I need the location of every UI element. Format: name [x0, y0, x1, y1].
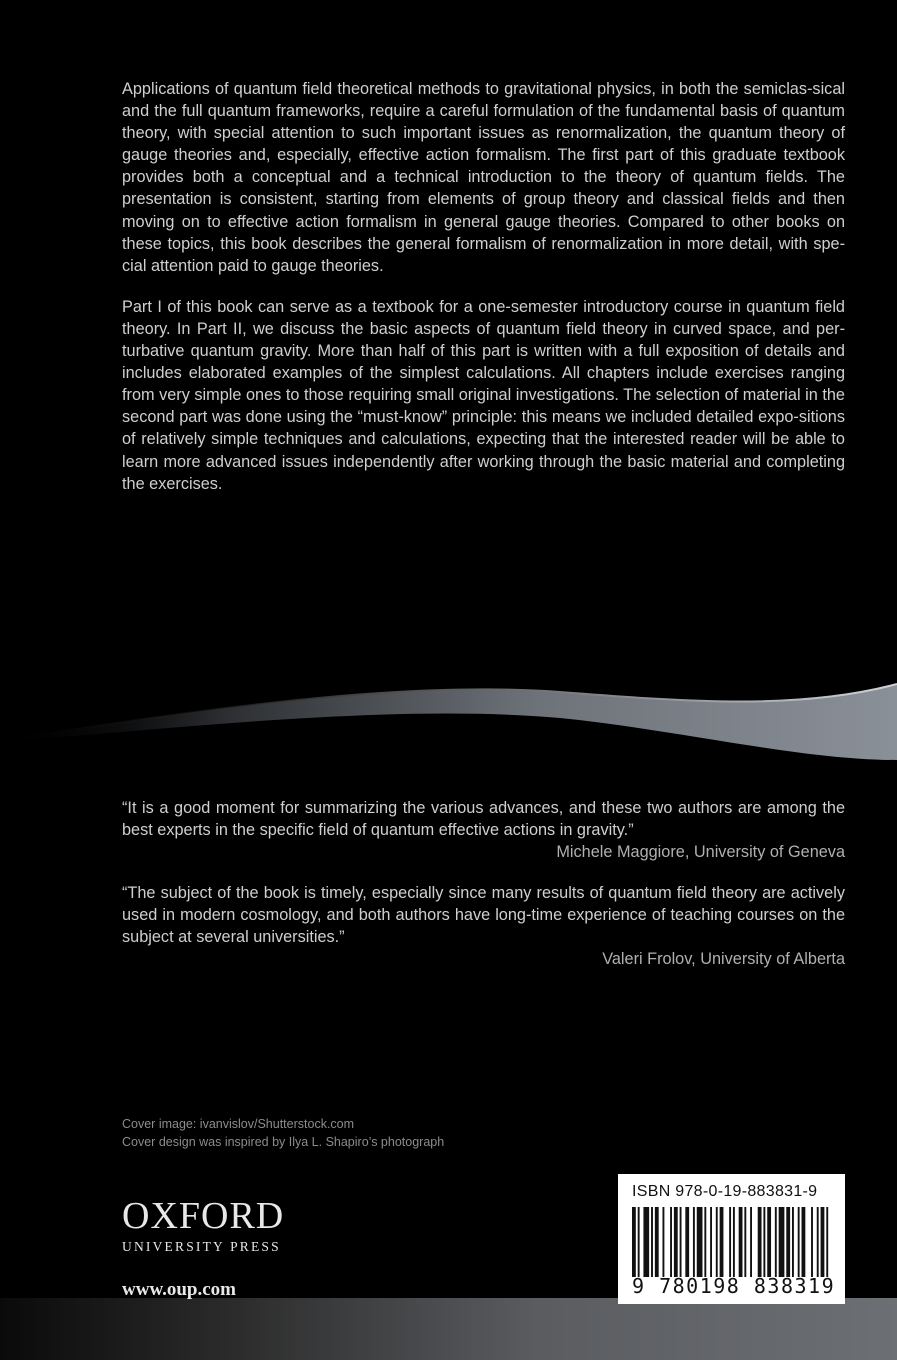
- endorsement-2: [122, 882, 845, 970]
- cover-design-credit: Cover design was inspired by Ilya L. Shapiro’s photograph: [122, 1135, 445, 1149]
- barcode-digits: 9 780198 838319: [632, 1274, 836, 1298]
- endorsement-attribution: Valeri Frolov, University of Alberta: [602, 950, 845, 968]
- description-paragraph-2: Part I of this book can serve as a textbook for a one-semester introductory course in quantum field theory. In Part II, we discuss the basic aspects of quantum field theory in curved space, and per-turbative quantum gravity. More than half of this part is written with a full exposition of details and includes elaborated examples of the simplest calculations. All chapters include exercises ranging from very simple ones to those requiring small original investigations. The selection of material in the second part was done using the “must-know” principle: this means we included detailed expo-sitions of relatively simple techniques and calculations, expecting that the interested reader will be able to learn more advanced issues independently after working through the basic material and completing the exercises.: [122, 297, 845, 493]
- publisher-subtitle: UNIVERSITY PRESS: [122, 1239, 281, 1254]
- description-paragraph-1: Applications of quantum field theoretical methods to gravitational physics, in both the semiclas-sical and the full quantum frameworks, require a careful formulation of the fundamental basis of quantum theory, with special attention to such important issues as renormalization, the quantum theory of gauge theories and, especially, effective action formalism. The first part of this graduate textbook provides both a conceptual and a technical introduction to the theory of quantum fields. The presentation is consistent, starting from elements of group theory and classical fields and then moving on to effective action formalism in general gauge theories. Compared to other books on these topics, this book describes the general formalism of renormalization in more detail, with spe-cial attention paid to gauge theories.: [122, 80, 845, 275]
- barcode-icon: [632, 1207, 832, 1277]
- publisher-logo: [122, 1196, 322, 1256]
- isbn-barcode: [618, 1174, 845, 1304]
- decorative-wave: [0, 640, 897, 790]
- isbn-label: ISBN 978-0-19-883831-9: [632, 1183, 818, 1200]
- endorsement-1: [122, 797, 845, 863]
- cover-credits: [122, 1115, 444, 1151]
- bottom-gradient-band: [0, 1298, 897, 1360]
- publisher-url[interactable]: www.oup.com: [122, 1279, 237, 1300]
- book-description: [122, 78, 845, 514]
- publisher-name: OXFORD: [122, 1195, 285, 1237]
- endorsement-text: “The subject of the book is timely, especially since many results of quantum field theory are actively used in modern cosmology, and both authors have long-time experience of teaching courses on the subject at several universities.”: [122, 884, 845, 946]
- endorsement-text: “It is a good moment for summarizing the various advances, and these two authors are among the best experts in the specific field of quantum effective actions in gravity.”: [122, 799, 845, 839]
- endorsements: [122, 797, 845, 989]
- endorsement-attribution: Michele Maggiore, University of Geneva: [556, 843, 845, 861]
- cover-image-credit: Cover image: ivanvislov/Shutterstock.com: [122, 1117, 355, 1131]
